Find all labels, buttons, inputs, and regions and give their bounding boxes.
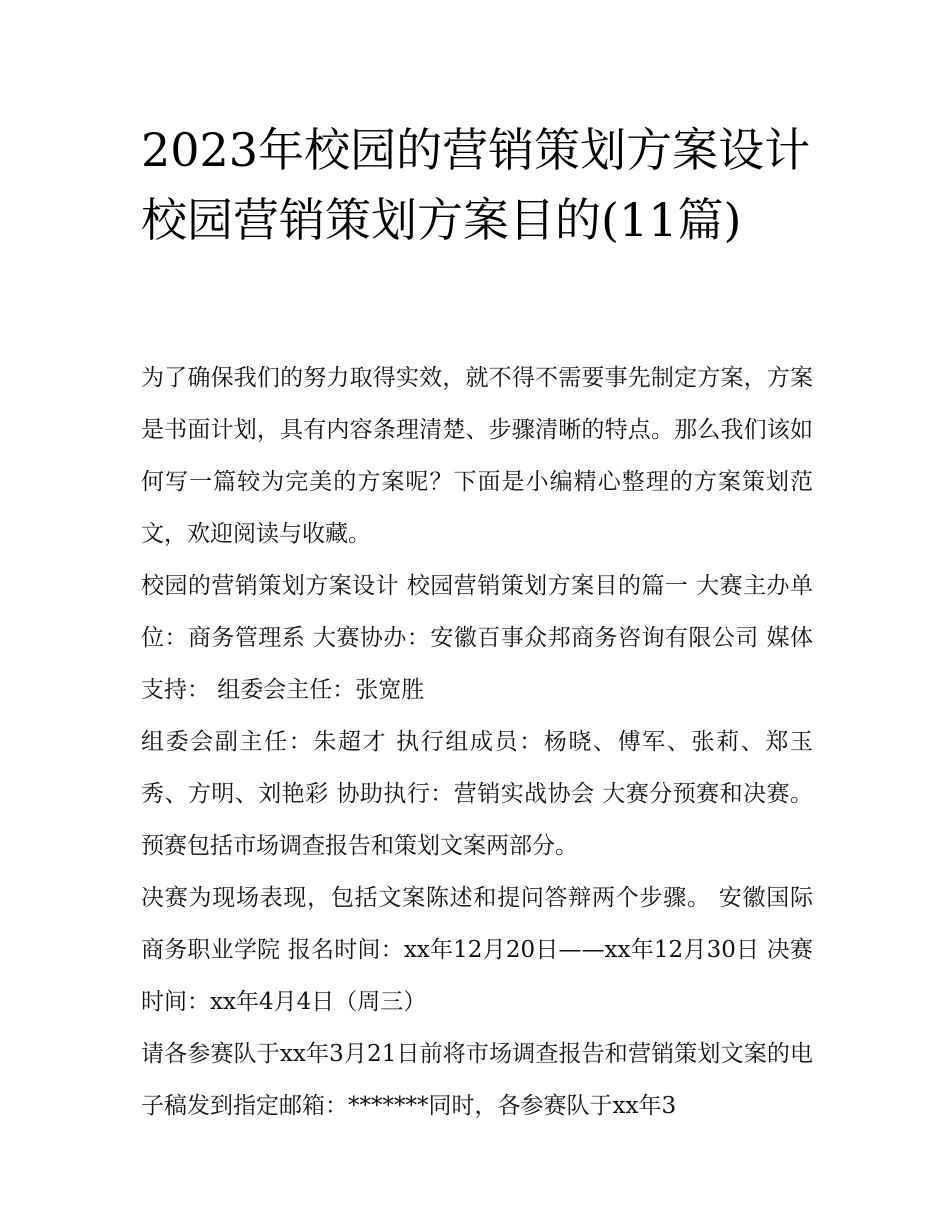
document-body — [141, 352, 813, 1132]
paragraph-committee: 组委会副主任：朱超才 执行组成员：杨晓、傅军、张莉、郑玉秀、方明、刘艳彩 协助执行：营销实战协会 大赛分预赛和决赛。 预赛包括市场调查报告和策划文案两部分。 — [141, 729, 813, 859]
paragraph-intro: 为了确保我们的努力取得实效，就不得不需要事先制定方案，方案是书面计划，具有内容条理清楚、步骤清晰的特点。那么我们该如何写一篇较为完美的方案呢？下面是小编精心整理的方案策划范文，欢迎阅读与收藏。 — [141, 365, 813, 547]
paragraph-schedule: 决赛为现场表现，包括文案陈述和提问答辩两个步骤。 安徽国际商务职业学院 报名时间：xx年12月20日——xx年12月30日 决赛时间：xx年4月4日（周三） — [141, 885, 813, 1015]
document-title: 2023年校园的营销策划方案设计 校园营销策划方案目的(11篇) — [141, 123, 811, 247]
paragraph-submission: 请各参赛队于xx年3月21日前将市场调查报告和营销策划文案的电子稿发到指定邮箱：*******同时，各参赛队于xx年3 — [141, 1041, 813, 1119]
paragraph-organizers: 校园的营销策划方案设计 校园营销策划方案目的篇一 大赛主办单位：商务管理系 大赛协办：安徽百事众邦商务咨询有限公司 媒体支持： 组委会主任：张宽胜 — [141, 573, 813, 703]
